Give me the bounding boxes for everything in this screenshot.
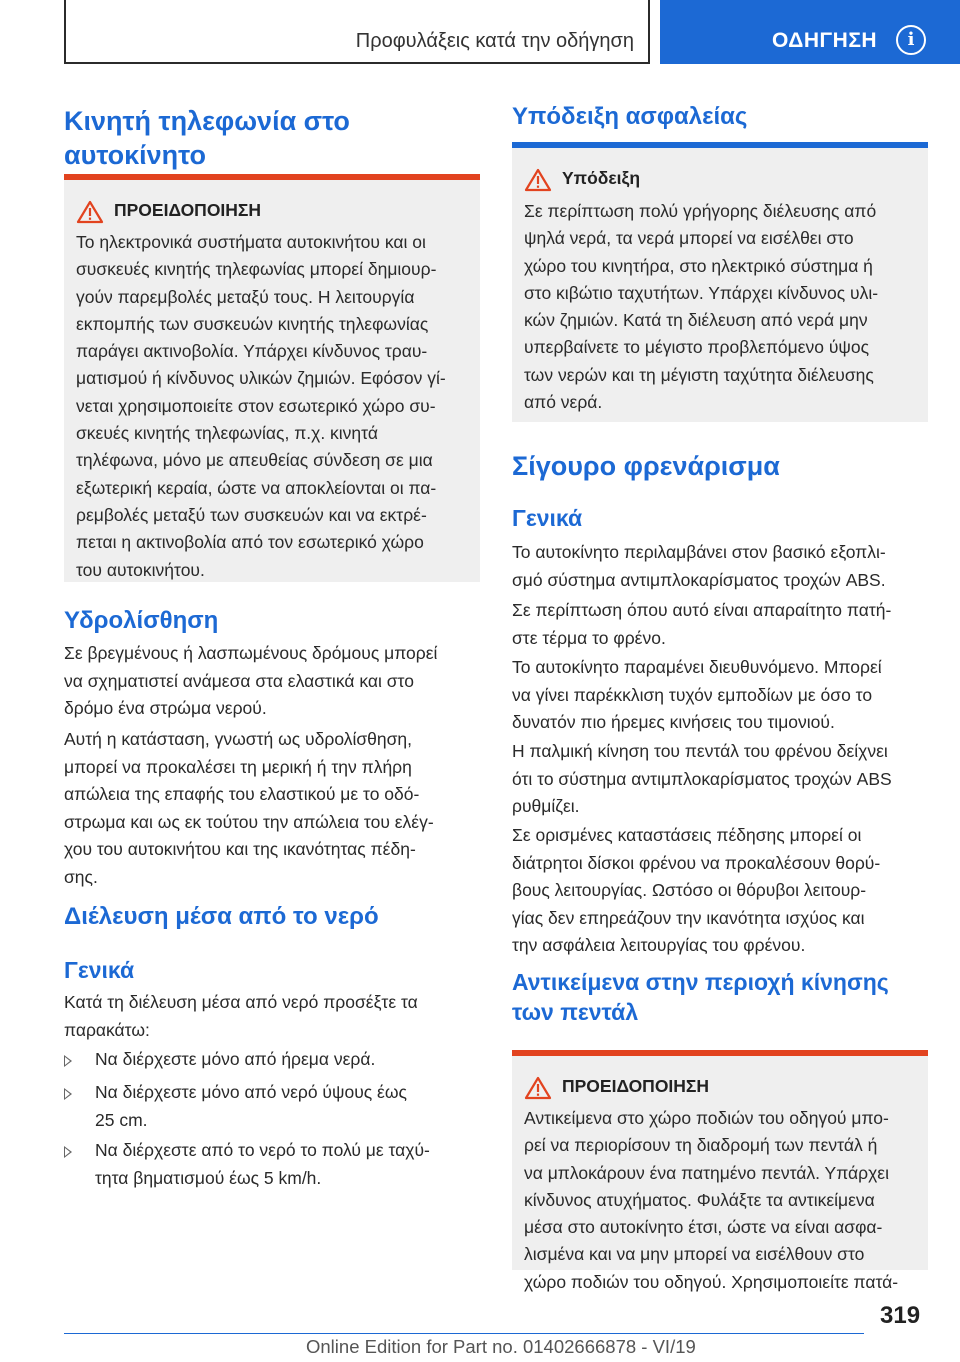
text-line: νεται χρησιμοποιείτε στον εσωτερικό χώρο συ- [76, 395, 436, 416]
pedal-objects-heading [512, 967, 889, 1027]
braking-general-subheading: Γενικά [512, 505, 583, 531]
braking-paragraph-1 [512, 539, 886, 594]
text-line: κίνδυνος ατυχήματος. Φυλάξτε τα αντικείμενα [524, 1189, 875, 1210]
text-line: να γίνει παρέκκλιση τυχόν εμποδίων με όσο το [512, 684, 873, 705]
text-line: Το αυτοκίνητο παραμένει διευθυνόμενο. Μπορεί [512, 657, 882, 677]
warning-triangle-icon [76, 200, 104, 224]
header-chapter-title: ΟΔΗΓΗΣΗ [772, 29, 878, 52]
note-label: Υπόδειξη [562, 168, 641, 188]
text-line: ότι το σύστημα αντιμπλοκαρίσματος τροχών ABS [512, 768, 892, 789]
text-line: Το ηλεκτρονικά συστήματα αυτοκινήτου και οι [76, 232, 426, 252]
text-line: εξωτερική κεραία, ώστε να αποκλείονται οι πα- [76, 477, 437, 498]
text-line: γούν παρεμβολές μεταξύ τους. Η λειτουργία [76, 286, 415, 307]
bullet-triangle-icon [64, 1055, 72, 1067]
header-chapter-tab[interactable] [660, 0, 960, 64]
text-line: ρεί να περιορίσουν τη διαδρομή των πεντάλ ή [524, 1135, 878, 1156]
text-line: ρεμβολές μεταξύ των συσκευών και να εκτρέ- [76, 504, 427, 525]
aquaplaning-paragraph-2 [64, 726, 434, 891]
text-line: στο κιβώτιο ταχυτήτων. Υπάρχει κίνδυνος υλι- [524, 282, 879, 303]
text-line: την ασφάλεια λειτουργίας του φρένου. [512, 935, 806, 955]
text-line: Σε περίπτωση όπου αυτό είναι απαραίτητο πατή- [512, 600, 892, 620]
warning-text [76, 229, 476, 584]
text-line: ψηλά νερά, τα νερά μπορεί να εισέλθει στο [524, 228, 854, 249]
text-line: βους λειτουργίας. Ωστόσο οι θόρυβοι λειτουρ- [512, 880, 867, 900]
text-line: Η παλμική κίνηση του πεντάλ του φρένου δείχνει [512, 741, 888, 761]
text-line: χου του αυτοκινήτου και της ικανότητας πέδη- [64, 839, 416, 859]
note-box-water [512, 142, 928, 422]
text-line: λισμένα και να μην μπορεί να εισέλθουν στο [524, 1244, 865, 1265]
note-text [524, 198, 924, 416]
list-item-text [95, 1079, 475, 1134]
bullet-triangle-icon [64, 1146, 72, 1158]
aquaplaning-paragraph-1 [64, 640, 437, 723]
text-line: Να διέρχεστε μόνο από ήρεμα νερά. [95, 1049, 376, 1069]
braking-paragraph-5 [512, 822, 880, 960]
text-line: γίας δεν επηρεάζουν την ικανότητα ισχύος και [512, 907, 865, 928]
text-line: Κατά τη διέλευση μέσα από νερό προσέξτε τα [64, 992, 418, 1012]
list-item-text [95, 1137, 475, 1192]
text-line: σης. [64, 866, 98, 887]
text-line: δυνατόν πιο ήρεμες κινήσεις του τιμονιού. [512, 712, 835, 732]
text-line: χώρο ποδιών του οδηγού. Χρησιμοποιείτε πατά- [524, 1271, 899, 1292]
heading-line: Αντικείμενα στην περιοχή κίνησης [512, 969, 889, 995]
text-line: ματισμού ή κίνδυνος υλικών ζημιών. Εφόσον γί- [76, 368, 446, 389]
text-line: κών ζημιών. Κατά τη διέλευση από νερά μην [524, 310, 868, 331]
braking-heading: Σίγουρο φρενάρισμα [512, 451, 780, 481]
text-line: να μπλοκάρουν ένα πατημένο πεντάλ. Υπάρχει [524, 1162, 889, 1183]
warning-label: ΠΡΟΕΙΔΟΠΟΙΗΣΗ [562, 1076, 710, 1096]
water-crossing-heading: Διέλευση μέσα από το νερό [64, 903, 379, 930]
text-line: χώρο του κινητήρα, στο ηλεκτρικό σύστημα ή [524, 255, 873, 276]
warning-triangle-icon [524, 1076, 552, 1100]
header-section-title: Προφυλάξεις κατά την οδήγηση [355, 30, 634, 52]
footer-divider [64, 1333, 864, 1334]
safety-note-heading: Υπόδειξη ασφαλείας [512, 103, 748, 130]
warning-box-pedals [512, 1050, 928, 1292]
braking-paragraph-4 [512, 738, 892, 821]
text-line: σκευές κινητής τηλεφωνίας, π.χ. κινητά [76, 423, 378, 444]
text-line: Να διέρχεστε μόνο από νερό ύψους έως [95, 1082, 407, 1102]
text-line: απώλεια της επαφής του ελαστικού με το οδό- [64, 784, 420, 804]
mobile-phone-heading [64, 104, 350, 172]
text-line: από νερά. [524, 392, 603, 413]
text-line: Σε βρεγμένους ή λασπωμένους δρόμους μπορεί [64, 643, 438, 663]
water-general-subheading: Γενικά [64, 957, 135, 983]
header-section-tab [64, 0, 650, 64]
text-line: στε τέρμα το φρένο. [512, 627, 666, 648]
text-line: τηλέφωνα, μόνο με απευθείας σύνδεση σε μια [76, 450, 433, 471]
text-line: υπερβαίνετε το μέγιστο προβλεπόμενο ύψος [524, 337, 870, 358]
text-line: 25 cm. [95, 1109, 148, 1130]
warning-box-mobile [64, 174, 480, 582]
text-line: δρόμο ένα στρώμα νερού. [64, 698, 267, 718]
info-icon[interactable]: i [896, 25, 926, 55]
warning-text [524, 1105, 924, 1296]
footer-edition: Online Edition for Part no. 01402666878 - VI/19 [306, 1336, 696, 1357]
aquaplaning-heading: Υδρολίσθηση [64, 607, 219, 634]
text-line: στρωμα και ως εκ τούτου την απώλεια του ελέγ- [64, 811, 434, 832]
text-line: τητα βηματισμού έως 5 km/h. [95, 1167, 322, 1188]
text-line: παρακάτω: [64, 1019, 150, 1040]
heading-line: των πεντάλ [512, 999, 639, 1025]
text-line: εκπομπής των συσκευών κινητής τηλεφωνίας [76, 313, 429, 334]
text-line: Σε περίπτωση πολύ γρήγορης διέλευσης από [524, 201, 877, 221]
text-line: σμό σύστημα αντιμπλοκαρίσματος τροχών ABS. [512, 569, 886, 590]
text-line: διάτρητοι δίσκοι φρένου να προκαλέσουν θορύ- [512, 852, 881, 873]
water-intro-paragraph [64, 989, 418, 1044]
page-number: 319 [880, 1302, 921, 1329]
text-line: μέσα στο αυτοκίνητο έτσι, ώστε να είναι ασφα- [524, 1217, 883, 1238]
braking-paragraph-3 [512, 654, 882, 737]
text-line: Αντικείμενα στο χώρο ποδιών του οδηγού μπο- [524, 1108, 889, 1128]
text-line: μπορεί να προκαλέσει τη μερική ή την πλήρη [64, 756, 412, 777]
text-line: να σχηματιστεί ανάμεσα στα ελαστικά και στο [64, 670, 414, 691]
text-line: Το αυτοκίνητο περιλαμβάνει στον βασικό εξοπλι- [512, 542, 886, 562]
text-line: του αυτοκινήτου. [76, 559, 205, 580]
text-line: παράγει ακτινοβολία. Υπάρχει κίνδυνος τραυ- [76, 341, 428, 362]
text-line: Να διέρχεστε από το νερό το πολύ με ταχύ- [95, 1140, 430, 1160]
warning-label: ΠΡΟΕΙΔΟΠΟΙΗΣΗ [114, 200, 262, 220]
text-line: Σε ορισμένες καταστάσεις πέδησης μπορεί οι [512, 825, 862, 845]
text-line: συσκευές κινητής τηλεφωνίας μπορεί δημιουρ- [76, 259, 437, 280]
text-line: πεται η ακτινοβολία από τον εσωτερικό χώρο [76, 532, 424, 553]
text-line: των νερών και τη μέγιστη ταχύτητα διέλευσης [524, 364, 874, 385]
list-item-text [95, 1046, 475, 1074]
heading-line: Κινητή τηλεφωνία στο [64, 106, 350, 136]
text-line: Αυτή η κατάσταση, γνωστή ως υδρολίσθηση, [64, 729, 413, 749]
note-triangle-icon [524, 168, 552, 192]
heading-line: αυτοκίνητο [64, 140, 206, 170]
text-line: ρυθμίζει. [512, 796, 580, 816]
bullet-triangle-icon [64, 1088, 72, 1100]
braking-paragraph-2 [512, 597, 891, 652]
